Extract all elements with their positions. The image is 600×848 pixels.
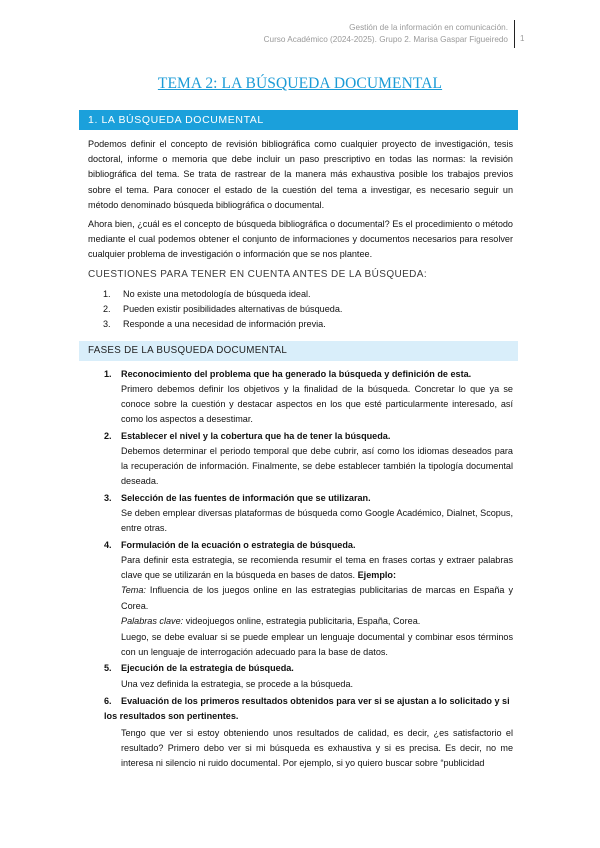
questions-heading: CUESTIONES PARA TENER EN CUENTA ANTES DE LA BÚSQUEDA: <box>88 269 428 280</box>
step-description: Para definir esta estrategia, se recomienda resumir el tema en frases cortas y extraer palabras clave que se utilizarán en la búsqueda en bases de datos. Ejemplo: Tema: Influencia de los juegos online en las estrategias publicitarias de marcas en España y Corea. Palabras clave: videojuegos online, estrategia publicitaria, España, Corea. <box>121 555 513 626</box>
step-title: 4. Formulación de la ecuación o estrategia de búsqueda. <box>104 540 356 550</box>
paragraph-definition: Podemos definir el concepto de revisión bibliográfica como cualquier proyecto de investigación, tesis doctoral, informe o memoria que debe incluir un paso prescriptivo en todas las normas: la revisión bibliográfica del tema. Se trata de rastrear de la manera más exhaustiva posible los trabajos previos sobre el tema. Para conocer el estado de la cuestión del tema a investigar, es necesario seguir un método denominado búsqueda bibliográfica o documental. <box>88 139 513 210</box>
list-item: 2. Pueden existir posibilidades alternativas de búsqueda. <box>103 304 343 314</box>
header-divider <box>514 20 515 48</box>
step-description: Primero debemos definir los objetivos y la finalidad de la búsqueda. Concretar lo que ya se conoce sobre la cuestión y destacar aspectos en los que esté particularmente interesado, así como los aspectos a desestimar. <box>121 384 513 425</box>
keywords-label: Palabras clave: <box>121 615 184 626</box>
header-course: Gestión de la información en comunicación. <box>349 23 508 32</box>
list-item: 1. No existe una metodología de búsqueda ideal. <box>103 289 311 299</box>
section-heading-busqueda: 1. LA BÚSQUEDA DOCUMENTAL <box>79 110 518 130</box>
step-title: 2. Establecer el nivel y la cobertura que ha de tener la búsqueda. <box>104 431 391 441</box>
step-title: 3. Selección de las fuentes de información que se utilizaran. <box>104 493 371 503</box>
step-description: Tengo que ver si estoy obteniendo unos resultados de calidad, es decir, ¿es satisfactorio el resultado? Primero debo ver si mi búsqueda es exhaustiva y si es precisa. Es decir, no me interesa ni silencio ni ruido documental. Por ejemplo, si yo quiero buscar sobre “publicidad <box>121 728 513 769</box>
page-number: 1 <box>520 34 525 43</box>
example-label: Ejemplo: <box>357 570 397 581</box>
step-description-continued: Luego, se debe evaluar si se puede emplear un lenguaje documental y combinar esos términos con un lenguaje de interrogación adecuado para la base de datos. <box>121 632 513 658</box>
list-item: 3. Responde a una necesidad de información previa. <box>103 319 326 329</box>
step-description: Debemos determinar el periodo temporal que debe cubrir, así como los idiomas deseados para la recuperación de información. Finalmente, se debe establecer también la tipología documental deseada. <box>121 446 513 487</box>
running-header <box>264 22 508 46</box>
tema-label: Tema: <box>121 585 146 596</box>
step-description: Una vez definida la estrategia, se procede a la búsqueda. <box>121 679 354 689</box>
step-title: 1. Reconocimiento del problema que ha generado la búsqueda y definición de esta. <box>104 369 472 379</box>
step-description: Se deben emplear diversas plataformas de búsqueda como Google Académico, Dialnet, Scopus, entre otras. <box>121 508 513 534</box>
step-title: 5. Ejecución de la estrategia de búsqueda. <box>104 663 294 673</box>
section-heading-fases: FASES DE LA BUSQUEDA DOCUMENTAL <box>79 341 518 361</box>
paragraph-concept: Ahora bien, ¿cuál es el concepto de búsqueda bibliográfica o documental? Es el procedimiento o método mediante el cual podemos obtener el conjunto de informaciones y documentos necesarios para resolver cualquier problema de investigación o información que se nos plantee. <box>88 219 513 260</box>
page-title: TEMA 2: LA BÚSQUEDA DOCUMENTAL <box>157 75 443 92</box>
header-details: Curso Académico (2024-2025). Grupo 2. Marisa Gaspar Figueiredo <box>263 35 508 44</box>
step-title: 6. Evaluación de los primeros resultados obtenidos para ver si se ajustan a lo solicitado y si los resultados son pertinentes. <box>104 696 510 721</box>
